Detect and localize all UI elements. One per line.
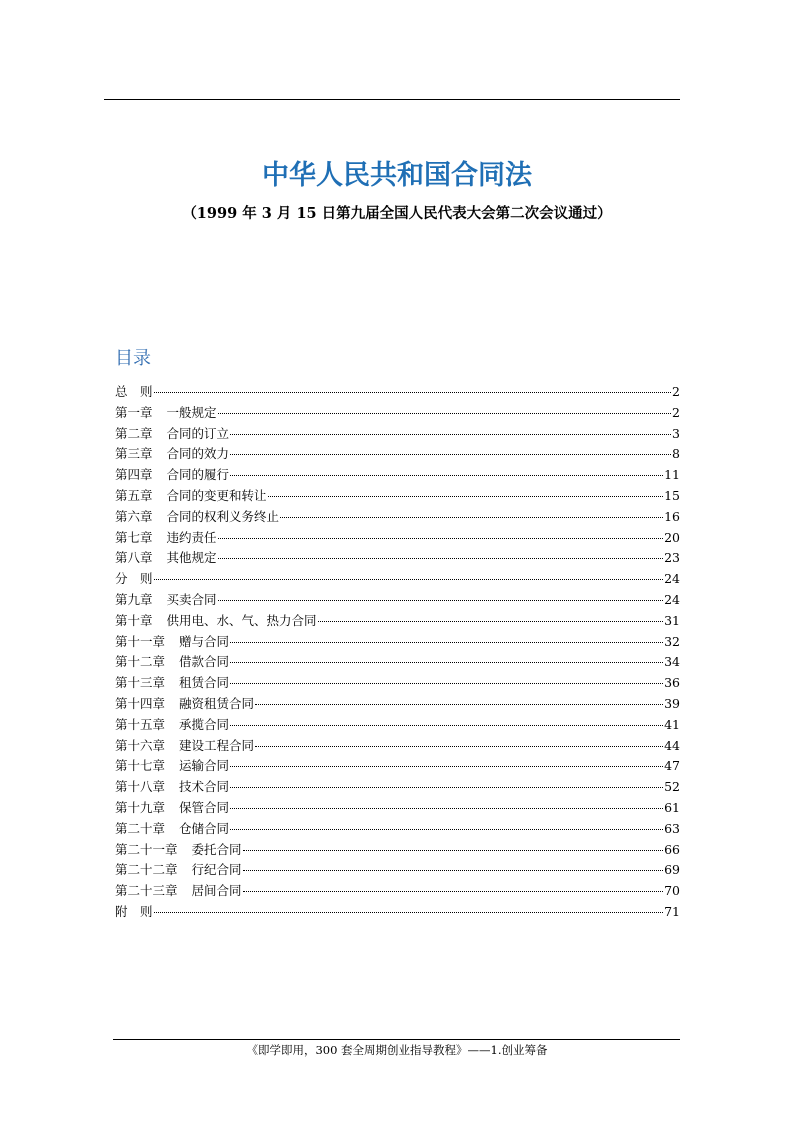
toc-entry[interactable] (115, 736, 680, 757)
toc-entry-chapter: 第二十三章 (115, 883, 178, 899)
toc-entry-chapter: 第二十章 (115, 820, 166, 836)
toc-entry-chapter: 第十五章 (115, 716, 166, 732)
toc-dot-leader (218, 413, 672, 414)
toc-dot-leader (230, 434, 671, 435)
page-footer: 《即学即用，300 套全周期创业指导教程》——1.创业筹备 (246, 1043, 548, 1057)
toc-entry-chapter: 第二章 (115, 425, 153, 441)
toc-entry[interactable] (115, 403, 680, 424)
toc-entry-title: 合同的变更和转让 (166, 487, 267, 503)
toc-entry[interactable] (115, 424, 680, 445)
toc-entry-title: 合同的效力 (166, 446, 230, 462)
toc-entry-page-number: 34 (664, 654, 680, 670)
toc-entry[interactable] (115, 860, 680, 881)
toc-dot-leader (230, 454, 671, 455)
toc-entry-page-number: 52 (664, 779, 680, 795)
toc-dot-leader (230, 787, 663, 788)
document-title: 中华人民共和国合同法 (262, 160, 532, 191)
toc-dot-leader (243, 891, 664, 892)
toc-entry-chapter: 第十三章 (115, 675, 166, 691)
toc-entry-page-number: 69 (664, 862, 680, 878)
toc-entry-title: 租赁合同 (179, 675, 230, 691)
toc-entry-chapter: 第八章 (115, 550, 153, 566)
toc-entry-title: 赠与合同 (179, 633, 230, 649)
toc-entry-title: 仓储合同 (179, 820, 230, 836)
toc-entry-page-number: 61 (664, 799, 680, 815)
toc-entry[interactable] (115, 569, 680, 590)
toc-entry-title: 合同的履行 (166, 467, 230, 483)
toc-entry-page-number: 8 (672, 446, 680, 462)
toc-entry[interactable] (115, 632, 680, 653)
toc-entry-title: 保管合同 (179, 799, 230, 815)
toc-dot-leader (318, 621, 664, 622)
toc-entry-title: 居间合同 (191, 883, 242, 899)
toc-entry[interactable] (115, 819, 680, 840)
toc-entry[interactable] (115, 673, 680, 694)
toc-entry-title: 融资租赁合同 (179, 695, 255, 711)
toc-dot-leader (154, 579, 664, 580)
toc-entry-chapter: 第三章 (115, 446, 153, 462)
toc-dot-leader (154, 912, 664, 913)
toc-entry-page-number: 3 (672, 425, 680, 441)
toc-dot-leader (255, 746, 663, 747)
toc-entry[interactable] (115, 486, 680, 507)
toc-dot-leader (230, 725, 663, 726)
toc-entry-title: 委托合同 (191, 841, 242, 857)
toc-entry[interactable] (115, 694, 680, 715)
toc-entry-chapter: 第十二章 (115, 654, 166, 670)
toc-entry[interactable] (115, 465, 680, 486)
toc-dot-leader (218, 538, 664, 539)
toc-entry-page-number: 63 (664, 820, 680, 836)
toc-dot-leader (230, 829, 663, 830)
toc-entry-page-number: 47 (664, 758, 680, 774)
toc-entry-page-number: 41 (664, 716, 680, 732)
toc-dot-leader (218, 558, 664, 559)
toc-entry-chapter: 第十四章 (115, 695, 166, 711)
toc-entry-title: 借款合同 (179, 654, 230, 670)
toc-entry-title: 供用电、水、气、热力合同 (166, 612, 317, 628)
toc-entry-page-number: 36 (664, 675, 680, 691)
toc-entry[interactable] (115, 382, 680, 403)
toc-entry[interactable] (115, 902, 680, 923)
toc-entry-chapter: 第六章 (115, 508, 153, 524)
toc-entry-chapter: 第九章 (115, 591, 153, 607)
toc-dot-leader (243, 870, 664, 871)
toc-entry-chapter: 第一章 (115, 404, 153, 420)
toc-entry-page-number: 2 (672, 404, 680, 420)
toc-entry-page-number: 70 (664, 883, 680, 899)
toc-entry-title: 合同的订立 (166, 425, 230, 441)
toc-entry[interactable] (115, 756, 680, 777)
toc-dot-leader (280, 517, 663, 518)
table-of-contents (115, 382, 680, 923)
toc-dot-leader (230, 662, 663, 663)
toc-entry-chapter: 第二十一章 (115, 841, 178, 857)
toc-entry-chapter: 第五章 (115, 487, 153, 503)
toc-entry-page-number: 16 (664, 508, 680, 524)
toc-entry-page-number: 15 (664, 487, 680, 503)
toc-entry[interactable] (115, 798, 680, 819)
toc-entry[interactable] (115, 611, 680, 632)
header-rule (104, 99, 680, 100)
toc-entry-title: 一般规定 (166, 404, 217, 420)
toc-entry-page-number: 44 (664, 737, 680, 753)
toc-entry[interactable] (115, 840, 680, 861)
toc-entry[interactable] (115, 777, 680, 798)
toc-dot-leader (154, 392, 672, 393)
toc-dot-leader (230, 808, 663, 809)
toc-entry-title: 建设工程合同 (179, 737, 255, 753)
toc-dot-leader (230, 642, 663, 643)
toc-entry-page-number: 24 (664, 571, 680, 587)
footer-rule (113, 1039, 680, 1040)
toc-entry-page-number: 31 (664, 612, 680, 628)
toc-entry-chapter: 第十章 (115, 612, 153, 628)
toc-entry-page-number: 66 (664, 841, 680, 857)
toc-dot-leader (218, 600, 664, 601)
toc-entry-chapter: 第十九章 (115, 799, 166, 815)
toc-entry-title: 买卖合同 (166, 591, 217, 607)
toc-entry-chapter: 第四章 (115, 467, 153, 483)
toc-entry[interactable] (115, 590, 680, 611)
toc-entry-page-number: 39 (664, 695, 680, 711)
toc-entry[interactable] (115, 507, 680, 528)
toc-entry-page-number: 24 (664, 591, 680, 607)
toc-entry-page-number: 2 (672, 384, 680, 399)
toc-entry-chapter: 总 则 (115, 384, 153, 399)
toc-entry-chapter: 第十一章 (115, 633, 166, 649)
toc-entry-chapter: 第二十二章 (115, 862, 178, 878)
toc-entry-title: 违约责任 (166, 529, 217, 545)
toc-heading[interactable]: 目录 (115, 348, 151, 369)
toc-entry-chapter: 第十八章 (115, 779, 166, 795)
toc-entry-page-number: 32 (664, 633, 680, 649)
toc-entry-chapter: 第十六章 (115, 737, 166, 753)
toc-entry[interactable] (115, 881, 680, 902)
toc-entry-title: 行纪合同 (191, 862, 242, 878)
toc-entry-title: 其他规定 (166, 550, 217, 566)
toc-entry-title: 技术合同 (179, 779, 230, 795)
toc-entry-title: 运输合同 (179, 758, 230, 774)
document-subtitle: （1999 年 3 月 15 日第九届全国人民代表大会第二次会议通过） (182, 205, 612, 222)
toc-entry[interactable] (115, 528, 680, 549)
toc-entry[interactable] (115, 444, 680, 465)
toc-entry-page-number: 23 (664, 550, 680, 566)
toc-entry-page-number: 71 (664, 903, 680, 919)
toc-entry-chapter: 附 则 (115, 903, 153, 919)
toc-dot-leader (268, 496, 664, 497)
toc-dot-leader (230, 475, 663, 476)
toc-dot-leader (255, 704, 663, 705)
toc-entry-chapter: 第十七章 (115, 758, 166, 774)
toc-entry-page-number: 20 (664, 529, 680, 545)
toc-dot-leader (230, 766, 663, 767)
toc-entry-title: 承揽合同 (179, 716, 230, 732)
toc-dot-leader (230, 683, 663, 684)
toc-entry-title: 合同的权利义务终止 (166, 508, 280, 524)
toc-entry-chapter: 第七章 (115, 529, 153, 545)
toc-entry[interactable] (115, 715, 680, 736)
toc-entry[interactable] (115, 548, 680, 569)
toc-entry-chapter: 分 则 (115, 571, 153, 587)
toc-entry-page-number: 11 (664, 467, 680, 483)
toc-entry[interactable] (115, 652, 680, 673)
toc-dot-leader (243, 850, 664, 851)
